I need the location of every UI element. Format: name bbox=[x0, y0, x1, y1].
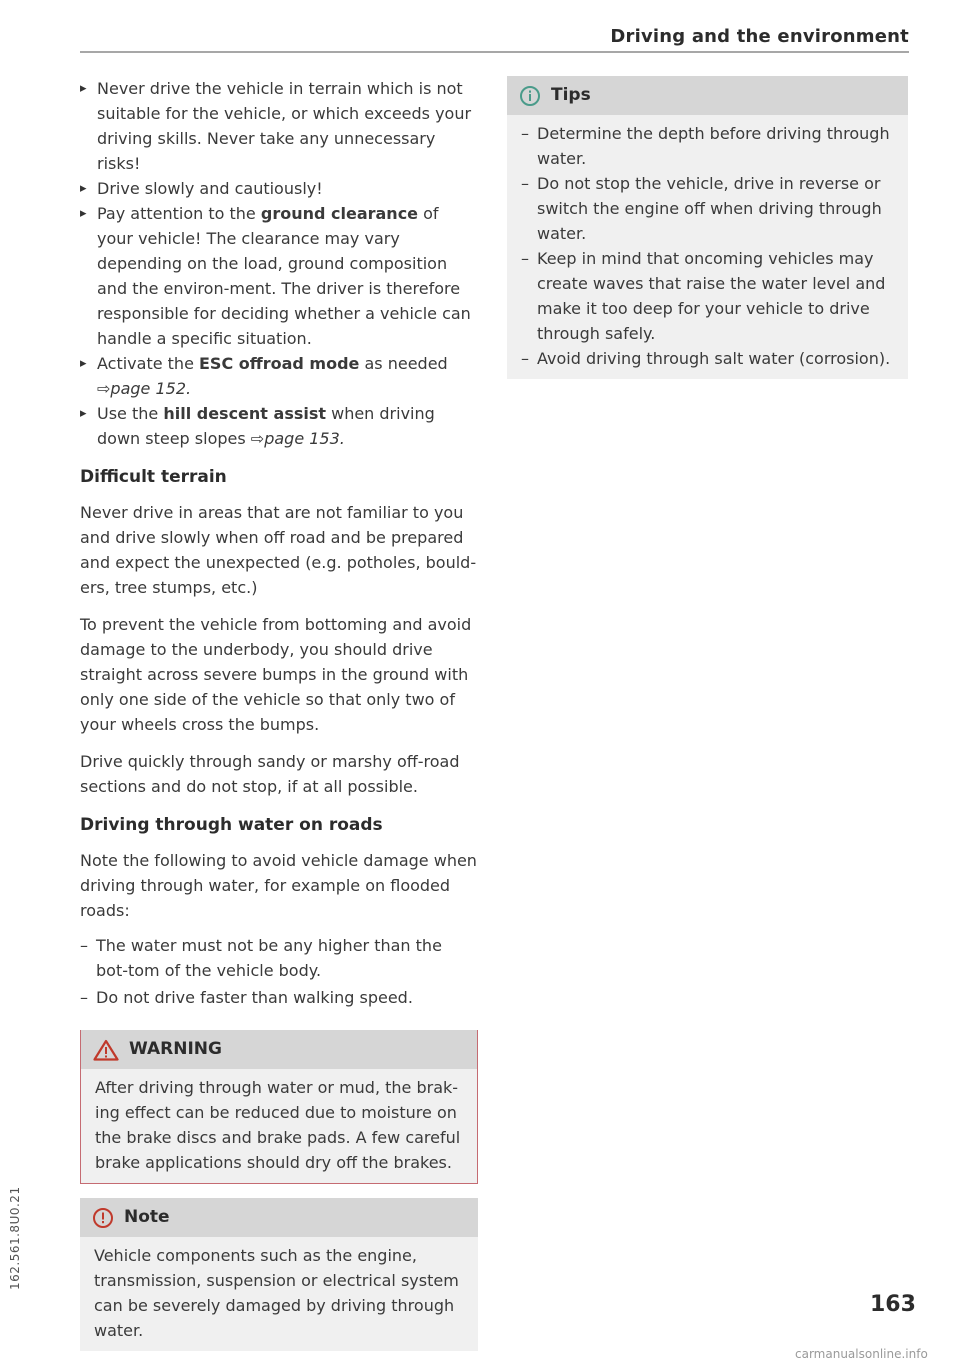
tips-box bbox=[507, 76, 908, 379]
note-header bbox=[80, 1198, 478, 1237]
note-title: Note bbox=[124, 1207, 170, 1227]
page-number: 163 bbox=[870, 1292, 916, 1317]
info-circle-icon bbox=[519, 85, 541, 107]
list-item: – The water must not be any higher than the bot-tom of the vehicle body. bbox=[80, 933, 478, 983]
chapter-header: Driving and the environment bbox=[610, 26, 909, 47]
list-item: – Do not drive faster than walking speed. bbox=[80, 985, 478, 1010]
right-column bbox=[507, 76, 908, 379]
warning-box bbox=[80, 1030, 478, 1184]
paragraph: To prevent the vehicle from bottoming and avoid damage to the underbody, you should drive straight across severe bumps in the ground with only one side of the vehicle so that only two of your wheels cross the bumps. bbox=[80, 615, 472, 734]
bullet-item: ▸ Use the hill descent assist when driving down steep slopes ⇨page 153. bbox=[80, 401, 478, 451]
paragraph: Note the following to avoid vehicle damage when driving through water, for example on flooded roads: bbox=[80, 851, 477, 920]
bullet-item: ▸ Never drive the vehicle in terrain which is not suitable for the vehicle, or which exceeds your driving skills. Never take any unnecessary risks! bbox=[80, 76, 478, 176]
section-heading-driving-through-water: Driving through water on roads bbox=[80, 815, 383, 835]
left-column bbox=[80, 76, 478, 1351]
note-box bbox=[80, 1198, 478, 1351]
note-text: Vehicle components such as the engine, transmission, suspension or electrical system can be severely damaged by driving through water. bbox=[94, 1246, 459, 1340]
warning-triangle-icon bbox=[93, 1039, 119, 1061]
warning-text: After driving through water or mud, the brak-ing effect can be reduced due to moisture on the brake discs and brake pads. A few careful brake applications should dry off the brakes. bbox=[95, 1078, 461, 1172]
list-item: – Determine the depth before driving through water. bbox=[521, 121, 896, 171]
watermark: carmanualsonline.info bbox=[795, 1347, 928, 1361]
list-item: – Do not stop the vehicle, drive in reverse or switch the engine off when driving through water. bbox=[521, 171, 896, 246]
warning-header bbox=[81, 1030, 477, 1069]
paragraph: Never drive in areas that are not familiar to you and drive slowly when off road and be prepared and expect the unexpected (e.g. potholes, bould-ers, tree stumps, etc.) bbox=[80, 503, 477, 597]
bullet-item: ▸ Activate the ESC offroad mode as needed ⇨page 152. bbox=[80, 351, 478, 401]
page-reference-link[interactable]: ⇨page 152. bbox=[97, 379, 192, 398]
section-heading-difficult-terrain: Difficult terrain bbox=[80, 467, 227, 487]
paragraph: Drive quickly through sandy or marshy off-road sections and do not stop, if at all possible. bbox=[80, 752, 460, 796]
tips-body bbox=[507, 115, 908, 379]
header-rule bbox=[80, 51, 909, 53]
list-item: – Keep in mind that oncoming vehicles may create waves that raise the water level and make it too deep for your vehicle to drive through safely. bbox=[521, 246, 896, 346]
warning-title: WARNING bbox=[129, 1039, 222, 1059]
page-reference-link[interactable]: ⇨page 153. bbox=[250, 429, 345, 448]
document-code: 162.561.8U0.21 bbox=[8, 1186, 22, 1290]
tips-title: Tips bbox=[551, 85, 591, 105]
bullet-item: ▸ Pay attention to the ground clearance of your vehicle! The clearance may vary depending on the load, ground composition and the environ-ment. The driver is therefore responsible for deciding whether a vehicle can handle a specific situation. bbox=[80, 201, 478, 351]
exclamation-circle-icon bbox=[92, 1207, 114, 1229]
tips-header bbox=[507, 76, 908, 115]
bullet-item: ▸ Drive slowly and cautiously! bbox=[80, 176, 478, 201]
list-item: – Avoid driving through salt water (corrosion). bbox=[521, 346, 896, 371]
